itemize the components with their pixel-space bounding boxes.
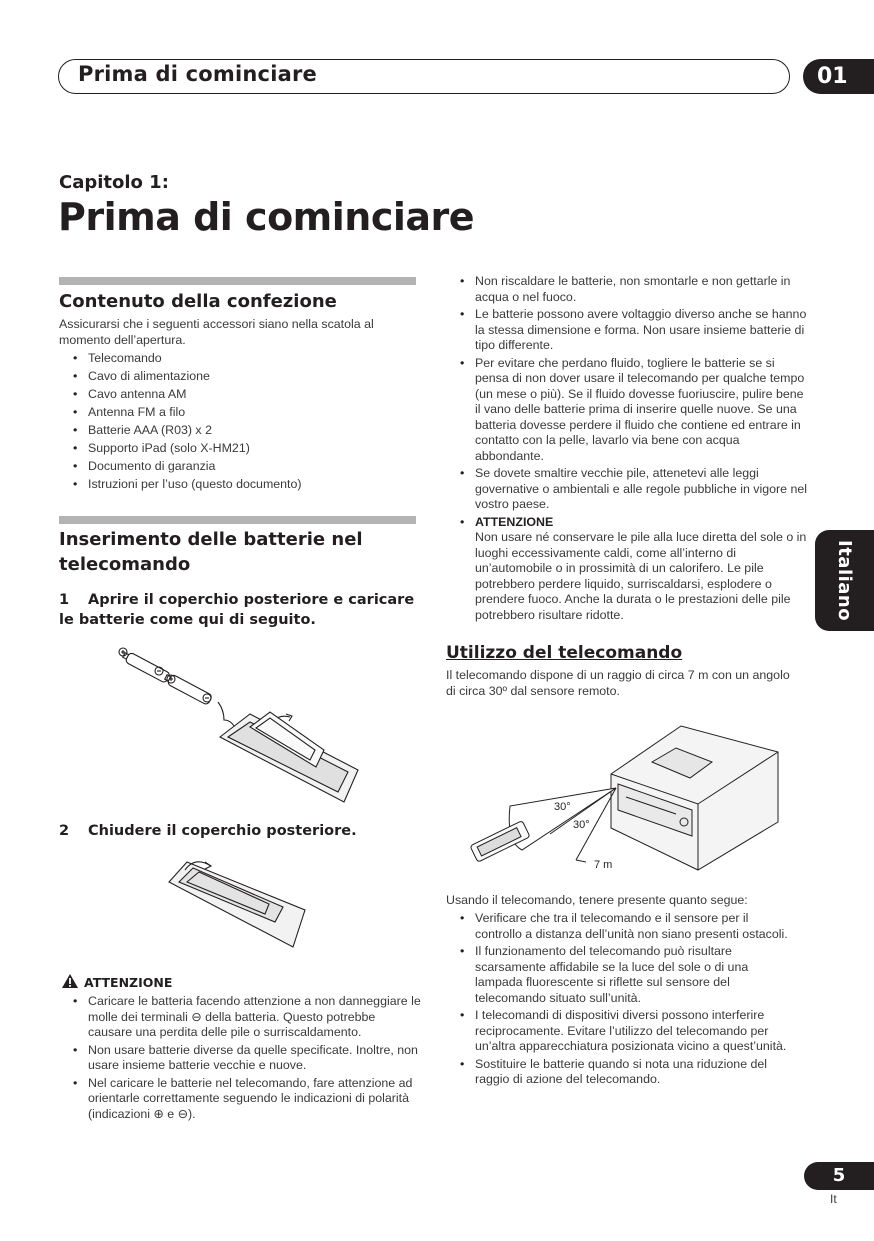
angle-lower-label: 30° <box>573 819 590 831</box>
page-number: 5 <box>804 1162 874 1190</box>
attention-item <box>446 515 808 624</box>
step-2-text: Chiudere il coperchio posteriore. <box>88 823 357 839</box>
contents-heading: Contenuto della confezione <box>59 291 337 312</box>
warning-icon <box>61 973 79 989</box>
usage-intro: Usando il telecomando, tenere presente quanto segue: <box>446 893 748 907</box>
batteries-heading: Inserimento delle batterie nel telecomando <box>59 529 363 575</box>
chapter-number-badge: 01 <box>803 59 874 94</box>
attention-label: ATTENZIONE <box>475 514 554 529</box>
list-item: • Telecomando <box>59 351 419 367</box>
step-number: 1 <box>59 592 70 608</box>
list-item: • Supporto iPad (solo X-HM21) <box>59 441 419 457</box>
language-tab-label: Italiano <box>834 539 855 622</box>
list-item: • Le batterie possono avere voltaggio diverso anche se hanno la stessa dimensione e forma. Non usare insieme batterie di tipo differente. <box>446 307 808 354</box>
section-divider <box>59 277 416 285</box>
list-item: • Istruzioni per l’uso (questo documento) <box>59 477 419 493</box>
list-item: • Antenna FM a filo <box>59 405 419 421</box>
chapter-title: Prima di cominciare <box>58 195 475 239</box>
warning-title: ATTENZIONE <box>84 975 173 990</box>
warning-list <box>59 994 421 1124</box>
page-language: It <box>830 1192 837 1206</box>
list-item: • Documento di garanzia <box>59 459 419 475</box>
remote-intro: Il telecomando dispone di un raggio di circa 7 m con un angolo di circa 30º dal sensore remoto. <box>446 668 790 698</box>
distance-label: 7 m <box>594 859 613 871</box>
list-item: • Non usare batterie diverse da quelle specificate. Inoltre, non usare insieme batterie vecchie e nuove. <box>59 1043 421 1074</box>
contents-intro: Assicurarsi che i seguenti accessori siano nella scatola al momento dell’apertura. <box>59 317 374 347</box>
list-item: • Cavo antenna AM <box>59 387 419 403</box>
attention-text: Non usare né conservare le pile alla luce diretta del sole o in luoghi eccessivamente caldi, come all’interno di un’automobile o in prossimità di un calorifero. Le pile potrebbero perdere liquido, surriscaldarsi, esplodere o prendere fuoco. Anche la durata o le prestazioni delle pile potrebbero risultare ridotte. <box>475 530 807 622</box>
list-item: • Per evitare che perdano fluido, togliere le batterie se si pensa di non dover usare il telecomando per qualche tempo (un mese o più). Se il fluido dovesse fuoriuscire, pulire bene il vano delle batterie prima di inserire quelle nuove. Se una batteria dovesse perdere il fluido che contiene ed entrare in contatto con la pelle, lavarlo via bene con acqua abbondante. <box>446 356 808 465</box>
list-item: • Nel caricare le batterie nel telecomando, fare attenzione ad orientarle correttamente seguendo le indicazioni di polarità (indicazioni ⊕ e ⊖). <box>59 1076 421 1123</box>
list-item: • Se dovete smaltire vecchie pile, attenetevi alle leggi governative o ambientali e alle regole pubbliche in vigore nel vostro paese. <box>446 466 808 513</box>
step-number: 2 <box>59 823 70 839</box>
list-item: • Il funzionamento del telecomando può risultare scarsamente affidabile se la luce del sole o di una lampada fluorescente si riflette sul sensore del telecomando situato sull’unità. <box>446 944 796 1006</box>
close-cover-illustration <box>165 852 315 952</box>
section-divider <box>59 516 416 524</box>
list-item: • Sostituire le batterie quando si nota una riduzione del raggio di azione del telecomando. <box>446 1057 796 1088</box>
header-title: Prima di cominciare <box>78 62 317 86</box>
angle-upper-label: 30° <box>554 801 571 813</box>
battery-precautions-list <box>446 274 808 623</box>
list-item: • Non riscaldare le batterie, non smontarle e non gettarle in acqua o nel fuoco. <box>446 274 808 305</box>
list-item: • Batterie AAA (R03) x 2 <box>59 423 419 439</box>
chapter-label: Capitolo 1: <box>59 172 169 193</box>
list-item: • Caricare le batteria facendo attenzione a non danneggiare le molle dei terminali ⊖ della batteria. Questo potrebbe causare una perdita delle pile o surriscaldamento. <box>59 994 421 1041</box>
battery-insertion-illustration <box>110 642 370 812</box>
list-item: • I telecomandi di dispositivi diversi possono interferire reciprocamente. Evitare l’utilizzo del telecomando per un’altra apparecchiatura posizionata vicino a quest’unità. <box>446 1008 796 1055</box>
remote-range-illustration <box>466 722 782 882</box>
step-1-text: Aprire il coperchio posteriore e caricare le batterie come qui di seguito. <box>59 592 415 628</box>
list-item: • Verificare che tra il telecomando e il sensore per il controllo a distanza dell’unità non siano presenti ostacoli. <box>446 911 796 942</box>
contents-list <box>59 351 419 495</box>
usage-list <box>446 911 796 1090</box>
list-item: • Cavo di alimentazione <box>59 369 419 385</box>
remote-heading: Utilizzo del telecomando <box>446 643 683 663</box>
